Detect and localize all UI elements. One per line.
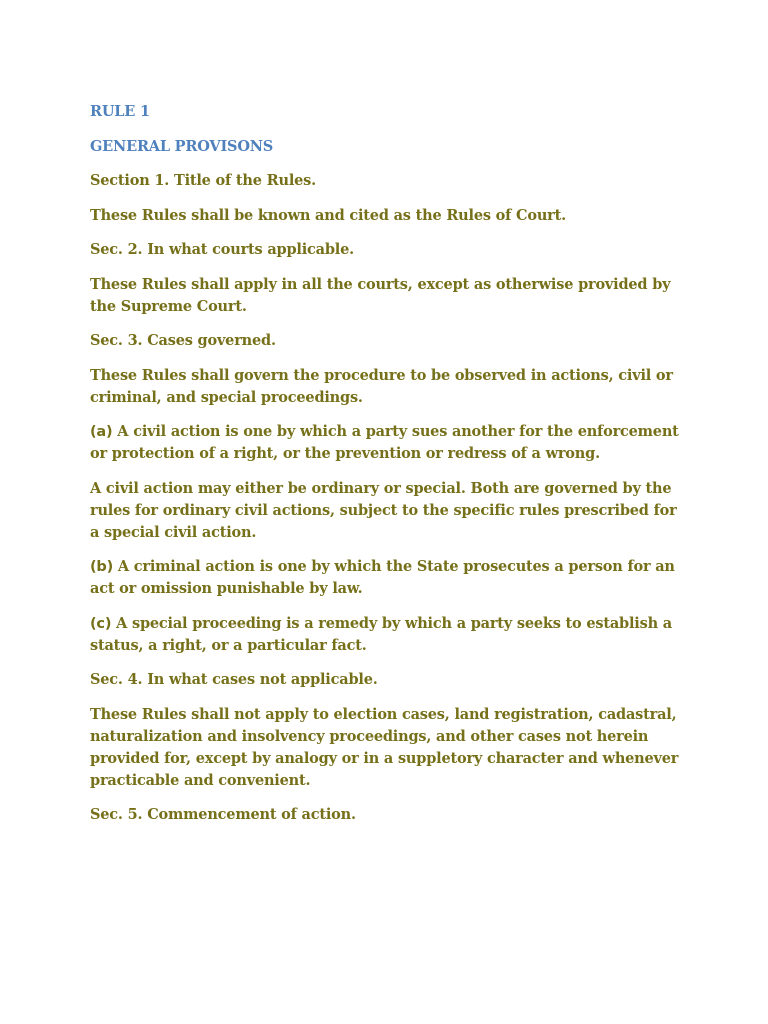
sec1-text: These Rules shall be known and cited as the Rules of Court. xyxy=(90,206,566,224)
sec4-line: These Rules shall not apply to election cases, land registration, cadastral, xyxy=(90,705,677,723)
section-heading: GENERAL PROVISONS xyxy=(90,137,274,155)
item-c-marker: (c) xyxy=(90,615,112,632)
sec4-line: naturalization and insolvency proceedings, and other cases not herein xyxy=(90,727,649,745)
item-b-text: A criminal action is one by which the State prosecutes a person for an act or omission punishable by law. xyxy=(90,558,675,597)
item-a-marker: (a) xyxy=(90,424,113,440)
sec4-text xyxy=(90,704,690,792)
sec5-title: Sec. 5. Commencement of action. xyxy=(90,806,356,823)
sec1-title: Section 1. Title of the Rules. xyxy=(90,172,316,189)
item-a-paragraph xyxy=(90,421,690,465)
sec4-line: practicable and convenient. xyxy=(90,771,311,789)
sec4-line: provided for, except by analogy or in a suppletory character and whenever xyxy=(90,749,679,767)
sec2-title: Sec. 2. In what courts applicable. xyxy=(90,241,354,258)
item-c-text: A special proceeding is a remedy by which a party seeks to establish a status, a right, or a particular fact. xyxy=(90,614,672,654)
rule-title: RULE 1 xyxy=(90,103,150,120)
item-b-marker: (b) xyxy=(90,559,114,575)
sec2-text: These Rules shall apply in all the courts, except as otherwise provided by the Supreme Court. xyxy=(90,275,671,315)
document-body xyxy=(90,101,690,839)
sec3-text: These Rules shall govern the procedure to be observed in actions, civil or criminal, and special proceedings. xyxy=(90,366,673,406)
item-b-paragraph xyxy=(90,556,690,600)
civil-action-text: A civil action may either be ordinary or special. Both are governed by the rules for ordinary civil actions, subject to the specific rules prescribed for a special civil action. xyxy=(90,479,677,541)
sec4-title: Sec. 4. In what cases not applicable. xyxy=(90,671,378,688)
item-c-paragraph xyxy=(90,613,690,657)
sec3-title: Sec. 3. Cases governed. xyxy=(90,332,276,349)
item-a-text: A civil action is one by which a party sues another for the enforcement or protection of a right, or the prevention or redress of a wrong. xyxy=(90,423,679,462)
